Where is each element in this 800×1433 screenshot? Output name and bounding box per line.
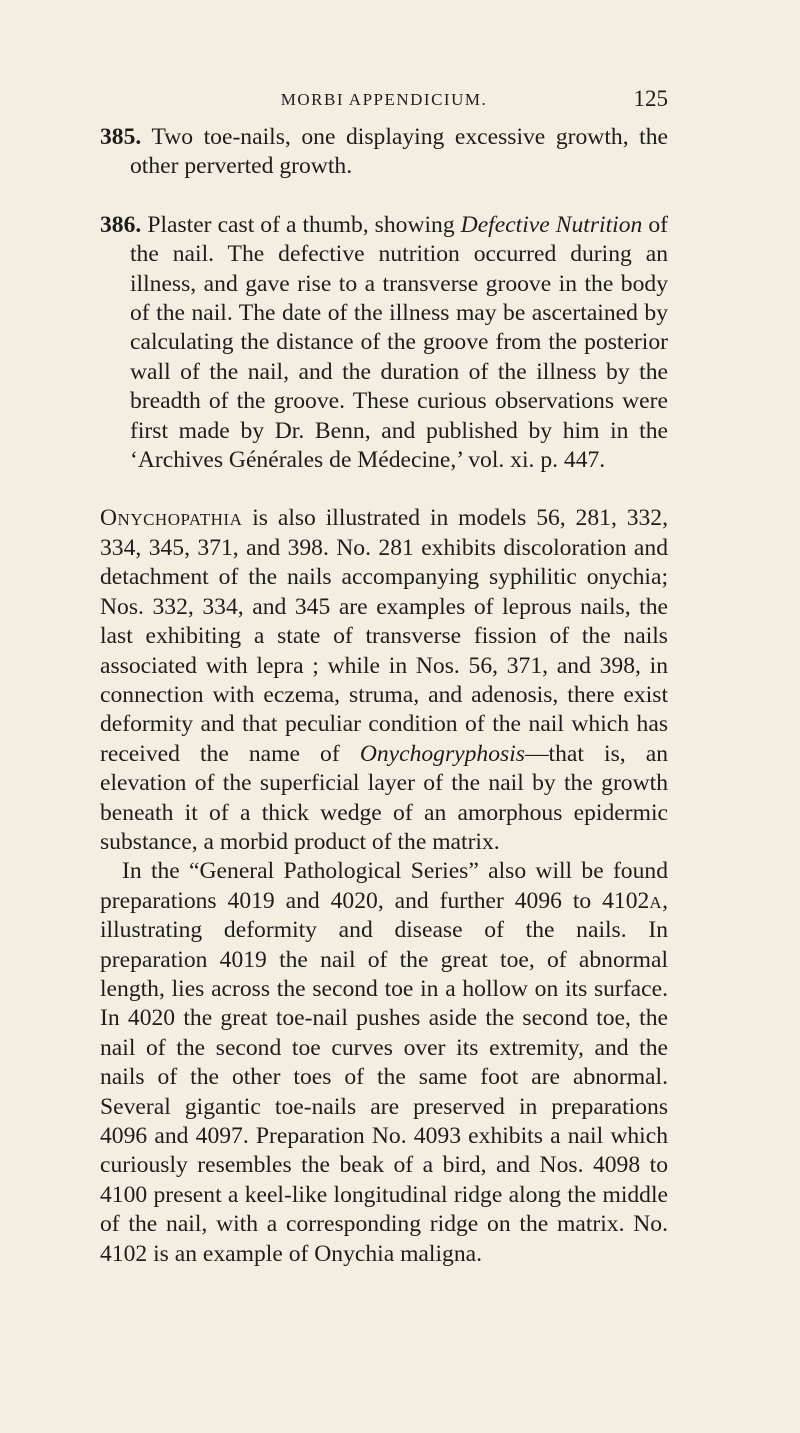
catalogue-entry-385 — [100, 123, 668, 182]
paragraph-italic-term: Onychogryphosis — [359, 740, 525, 767]
lead-term: Onychopathia — [100, 505, 243, 532]
paragraph-text-after: —that is, an elevation of the superficial layer of the nail by the growth beneath it of a thick wedge of an amorphous epidermic substance, a morbid product of the matrix. — [100, 740, 668, 855]
running-title: MORBI APPENDICIUM. — [280, 90, 488, 109]
catalogue-entry-386 — [100, 211, 668, 476]
entry-number: 386. — [100, 211, 142, 238]
running-head — [100, 86, 668, 116]
paragraph-text-after: , illustrating deformity and disease of the nails. In preparation 4019 the nail of the great toe, of abnormal length, lies across the second toe in a hollow on its surface. In 4020 the great toe-nail pushes aside the second toe, the nail of the second toe curves over its extremity, and the nails of the other toes of the same foot are abnormal. Several gigantic toe-nails are preserved in preparations 4096 and 4097. Preparation No. 4093 exhibits a nail which curiously resembles the beak of a bird, and Nos. 4098 to 4100 present a keel-like longitudinal ridge along the middle of the nail, with a corresponding ridge on the matrix. No. 4102 is an example of Onychia maligna. — [100, 887, 668, 1267]
entry-italic-term: Defective Nutrition — [460, 211, 643, 238]
paragraph-onychopathia — [100, 504, 668, 857]
paragraph-general-series — [100, 857, 668, 1269]
entry-text-before: Plaster cast of a thumb, showing — [147, 211, 461, 238]
entry-number: 385. — [100, 124, 142, 150]
smallcap-letter: a — [649, 887, 663, 914]
body-text — [100, 123, 668, 1269]
entry-text-after: of the nail. The defective nutrition occurred during an illness, and gave rise to a transverse groove in the body of the nail. The date of the illness may be ascertained by calculating the distance of the groove from the posterior wall of the nail, and the duration of the illness by the breadth of the groove. These curious observations were first made by Dr. Benn, and published by him in the ‘Archives Générales de Médecine,’ vol. xi. p. 447. — [130, 211, 668, 474]
entry-text: Two toe-nails, one displaying excessive growth, the other perverted growth. — [130, 124, 668, 180]
paragraph-text-before: In the “General Pathological Series” also will be found preparations 4019 and 4020, and further 4096 to 4102 — [100, 858, 668, 914]
page-number: 125 — [633, 86, 668, 111]
paragraph-text-before: is also illustrated in models 56, 281, 332, 334, 345, 371, and 398. No. 281 exhibits discoloration and detachment of the nails accompanying syphilitic onychia; Nos. 332, 334, and 345 are examples of leprous nails, the last exhibiting a state of transverse fission of the nails associated with lepra ; while in Nos. 56, 371, and 398, in connection with eczema, struma, and adenosis, there exist deformity and that peculiar condition of the nail which has received the name of — [100, 505, 668, 767]
